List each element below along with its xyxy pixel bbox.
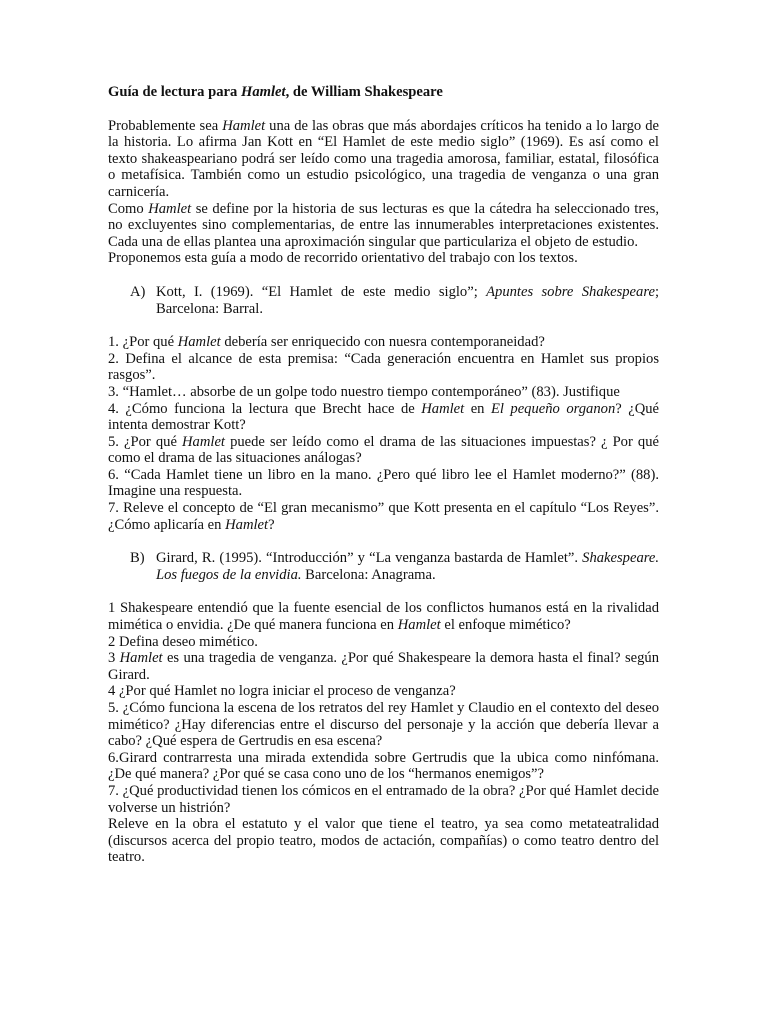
italic-run: Hamlet — [119, 650, 163, 667]
text-run: Proponemos esta guía a modo de recorrido orientativo del trabajo con los textos. — [108, 250, 578, 267]
italic-run: Hamlet — [397, 617, 441, 634]
section-reference — [108, 284, 659, 317]
question-item — [108, 750, 659, 783]
question-item — [108, 467, 659, 500]
text-run: ? — [268, 516, 275, 533]
text-run: 6. “Cada Hamlet tiene un libro en la mano. ¿Pero qué libro lee el Hamlet moderno?” (88). Imagine una respuesta. — [108, 466, 659, 500]
question-item — [108, 816, 659, 866]
title-prefix: Guía de lectura para — [108, 84, 241, 100]
title-work: Hamlet — [240, 84, 286, 100]
text-run: 1 Shakespeare entendió que la fuente esencial de los conflictos humanos está en la rivalidad mimética o envidia. ¿De qué manera funciona en — [108, 600, 659, 634]
spacer — [108, 533, 659, 550]
text-run: 4. ¿Cómo funciona la lectura que Brecht hace de — [108, 400, 422, 417]
spacer — [108, 267, 659, 284]
question-item — [108, 434, 659, 467]
text-run: Como — [108, 200, 149, 217]
text-run: Kott, I. (1969). “El Hamlet de este medio siglo”; — [156, 283, 487, 300]
text-run: se define por la historia de sus lecturas es que la cátedra ha seleccionado tres, no excluyentes sino complementarias, de entre las innumerables interpretaciones existentes. Cada una de ellas plantea una aproximación singular que particulariza el objeto de estudio. — [108, 200, 660, 250]
title-suffix: , de William Shakespeare — [285, 84, 443, 100]
question-item — [108, 683, 659, 700]
question-item — [108, 650, 659, 683]
text-run: 3 — [108, 650, 120, 667]
text-run: puede ser leído como el drama de las situaciones impuestas? ¿ Por qué como el drama de las situaciones análogas? — [108, 433, 659, 467]
section-reference — [108, 550, 659, 583]
italic-run: Hamlet — [148, 200, 192, 217]
text-run: una de las obras que más abordajes críticos ha tenido a lo largo de la historia. Lo afirma Jan Kott en “El Hamlet de este medio siglo” (1969). Es así como el texto shakeaspeariano podrá ser leído como una tragedia amorosa, familiar, estatal, filosófica o metafísica. También como un estudio psicológico, una tragedia de venganza o una gran carnicería. — [108, 117, 660, 200]
text-run: 3. “Hamlet… absorbe de un golpe todo nuestro tiempo contemporáneo” (83). Justifique — [108, 383, 620, 400]
italic-run: Hamlet — [222, 117, 266, 134]
text-run: el enfoque mimético? — [440, 617, 571, 634]
text-run: 1. ¿Por qué — [108, 334, 178, 351]
text-run: ; Barcelona: Barral. — [156, 283, 659, 317]
italic-run: Shakespeare. Los fuegos de la envidia. — [156, 550, 659, 583]
question-item — [108, 334, 659, 351]
section-label: A) — [130, 283, 146, 300]
text-run: 5. ¿Cómo funciona la escena de los retratos del rey Hamlet y Claudio en el contexto del deseo mimético? ¿Hay diferencias entre el discurso del personaje y la acción que debería llevar a cabo? ¿Qué espera de Gertrudis en esa escena? — [108, 700, 659, 750]
document-body — [108, 84, 659, 866]
text-run: 6.Girard contrarresta una mirada extendida sobre Gertrudis que la ubica como ninfómana. ¿De qué manera? ¿Por qué se casa cono uno de los “hermanos enemigos”? — [108, 749, 659, 783]
text-run: Barcelona: Anagrama. — [301, 566, 436, 583]
italic-run: Hamlet — [225, 516, 269, 533]
italic-run: Hamlet — [421, 400, 465, 417]
italic-run: Hamlet — [177, 334, 221, 351]
text-run: ? ¿Qué intenta demostrar Kott? — [108, 400, 660, 434]
question-item — [108, 600, 659, 633]
text-run: en — [464, 400, 491, 417]
text-run: debería ser enriquecido con nuesra contemporaneidad? — [220, 334, 545, 351]
text-run: Girard, R. (1995). “Introducción” y “La venganza bastarda de Hamlet”. — [156, 550, 583, 567]
intro-paragraph — [108, 201, 659, 251]
question-item — [108, 351, 659, 384]
reading-sections — [108, 284, 659, 866]
text-run: Probablemente sea — [108, 117, 223, 134]
question-item — [108, 700, 659, 750]
text-run: 7. ¿Qué productividad tienen los cómicos en el entramado de la obra? ¿Por qué Hamlet decide volverse un histrión? — [108, 782, 659, 816]
text-run: 5. ¿Por qué — [108, 433, 183, 450]
question-item — [108, 783, 659, 816]
text-run: Releve en la obra el estatuto y el valor que tiene el teatro, ya sea como metateatralidad (discursos acerca del propio teatro, modos de actación, compañías) o como teatro dentro del teatro. — [108, 816, 659, 866]
document-title — [108, 84, 659, 101]
section-label: B) — [130, 550, 145, 567]
italic-run: Hamlet — [182, 433, 225, 450]
question-item — [108, 401, 659, 434]
italic-run: Apuntes sobre Shakespeare — [486, 283, 655, 300]
intro-section — [108, 118, 659, 267]
intro-paragraph — [108, 118, 659, 201]
text-run: 2. Defina el alcance de esta premisa: “Cada generación encuentra en Hamlet sus propios rasgos”. — [108, 350, 659, 384]
question-item — [108, 634, 659, 651]
text-run: 7. Releve el concepto de “El gran mecanismo” que Kott presenta en el capítulo “Los Reyes”. ¿Cómo aplicaría en — [108, 500, 659, 533]
text-run: es una tragedia de venganza. ¿Por qué Shakespeare la demora hasta el final? según Girard. — [108, 650, 659, 683]
question-item — [108, 384, 659, 401]
text-run: 2 Defina deseo mimético. — [108, 633, 258, 650]
text-run: 4 ¿Por qué Hamlet no logra iniciar el proceso de venganza? — [108, 683, 456, 700]
italic-run: El pequeño organon — [490, 400, 616, 417]
intro-paragraph — [108, 250, 659, 267]
question-item — [108, 500, 659, 533]
